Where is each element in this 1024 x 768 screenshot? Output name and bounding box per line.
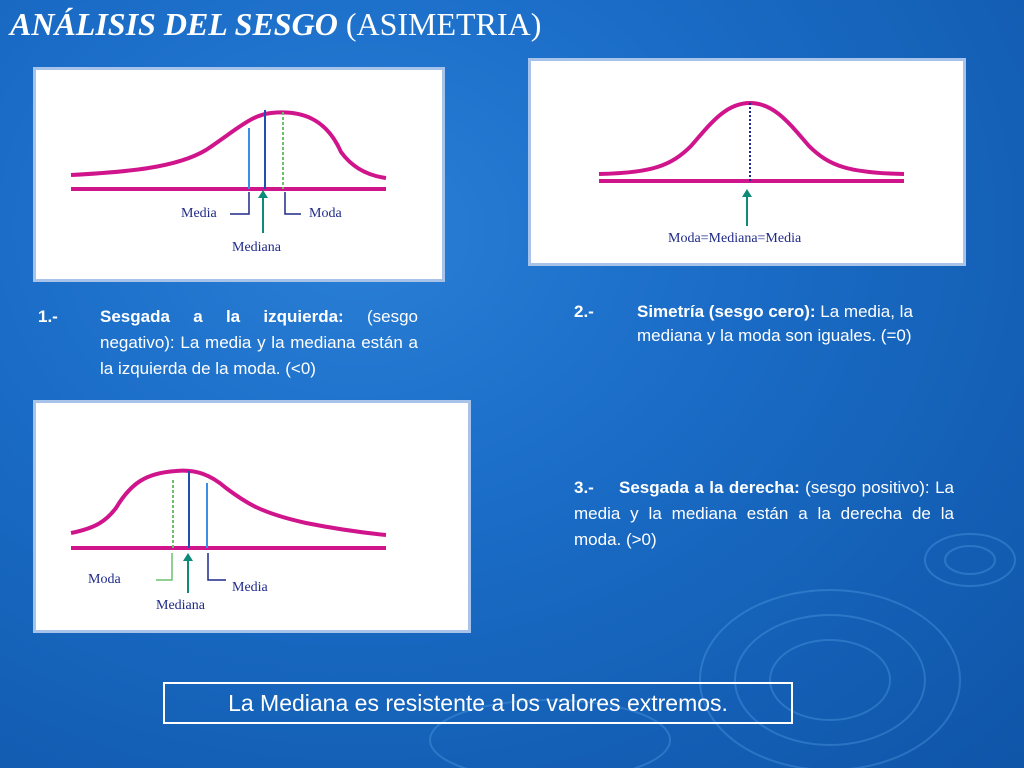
item-3 [574,475,954,555]
skew-left-curve [71,112,386,178]
skew-right-curve [71,471,386,535]
moda-bracket [156,553,172,580]
item-1-text [100,304,418,382]
item-1-body: (sesgo negativo): La media y la mediana están a la izquierda de la moda. (<0) [100,307,419,378]
item-3-bold: Sesgada a la derecha: [619,478,800,497]
item-2-number: 2.- [574,302,594,321]
center-arrowhead [742,189,752,197]
media-label: Media [232,580,268,595]
item-2-text [637,300,954,348]
mediana-note: La Mediana es resistente a los valores extremos. [163,682,793,724]
mediana-arrowhead [183,553,193,561]
item-1-bold: Sesgada a la izquierda: [100,307,344,326]
item-3-number: 3.- [574,478,594,497]
mediana-arrowhead [258,190,268,198]
media-bracket [230,192,249,214]
item-1-number: 1.- [38,307,58,326]
moda-bracket [285,192,301,214]
mediana-label: Mediana [156,598,205,613]
panel-left-skew [33,67,445,282]
item-1 [38,304,418,400]
item-2 [574,300,954,380]
item-2-bold: Simetría (sesgo cero): [637,302,816,321]
panel-right-skew [33,400,471,633]
media-label: Media [181,206,217,221]
title-italic: ANÁLISIS DEL SESGO [10,6,338,42]
moda-label: Moda [88,572,121,587]
item-3-text [574,475,954,553]
item-2-body: La media, la mediana y la moda son iguales. (=0) [637,302,913,345]
symmetric-curve [599,103,904,174]
panel-symmetric [528,58,966,266]
moda-mediana-media-label: Moda=Mediana=Media [668,231,802,246]
title-rest: (ASIMETRIA) [337,6,542,42]
item-3-body: (sesgo positivo): La media y la mediana están a la derecha de la moda. (>0) [574,478,954,549]
moda-label: Moda [309,206,342,221]
media-bracket [208,553,226,580]
mediana-label: Mediana [232,240,281,255]
page-title [10,6,541,43]
